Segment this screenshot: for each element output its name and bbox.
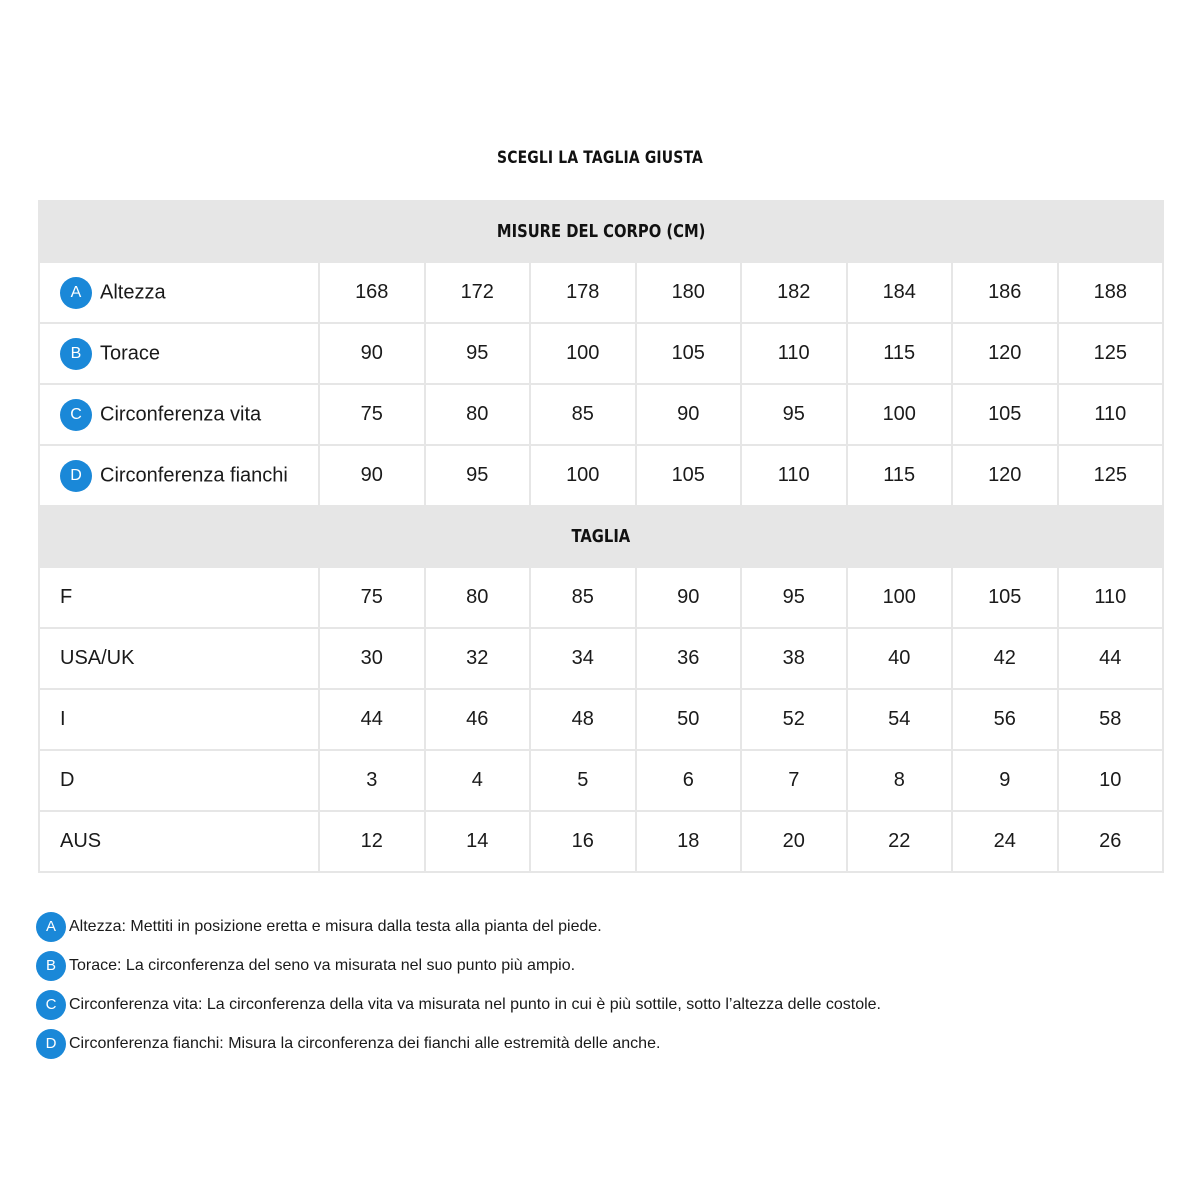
table-cell: 36 bbox=[636, 628, 742, 689]
note-text: Altezza: Mettiti in posizione eretta e misura dalla testa alla pianta del piede. bbox=[69, 917, 602, 935]
table-cell: 38 bbox=[741, 628, 847, 689]
table-cell: 105 bbox=[952, 384, 1058, 445]
table-row bbox=[39, 811, 1163, 872]
size-chart-table bbox=[38, 200, 1164, 873]
section-header-label: TAGLIA bbox=[571, 526, 631, 547]
table-row bbox=[39, 384, 1163, 445]
note-badge: D bbox=[36, 1029, 66, 1059]
measurement-badge: B bbox=[60, 338, 92, 370]
note-text: Circonferenza fianchi: Misura la circonferenza dei fianchi alle estremità delle anche. bbox=[69, 1034, 661, 1052]
table-cell: 100 bbox=[530, 445, 636, 506]
table-cell: 105 bbox=[952, 567, 1058, 628]
table-cell: 90 bbox=[319, 445, 425, 506]
table-cell: 188 bbox=[1058, 262, 1164, 323]
table-cell: 56 bbox=[952, 689, 1058, 750]
page-title: SCEGLI LA TAGLIA GIUSTA bbox=[496, 148, 704, 168]
table-cell: 95 bbox=[741, 384, 847, 445]
row-label: D bbox=[60, 769, 75, 792]
table-cell: 80 bbox=[425, 384, 531, 445]
row-label-cell bbox=[39, 323, 319, 384]
table-row bbox=[39, 628, 1163, 689]
measurement-badge: A bbox=[60, 277, 92, 309]
table-cell: 120 bbox=[952, 445, 1058, 506]
row-label-cell bbox=[39, 262, 319, 323]
table-cell: 100 bbox=[847, 384, 953, 445]
table-row bbox=[39, 262, 1163, 323]
table-cell: 80 bbox=[425, 567, 531, 628]
table-cell: 90 bbox=[636, 567, 742, 628]
note-badge: C bbox=[36, 990, 66, 1020]
table-cell: 48 bbox=[530, 689, 636, 750]
note-badge: B bbox=[36, 951, 66, 981]
table-cell: 90 bbox=[319, 323, 425, 384]
table-cell: 105 bbox=[636, 323, 742, 384]
table-cell: 46 bbox=[425, 689, 531, 750]
table-cell: 10 bbox=[1058, 750, 1164, 811]
table-row bbox=[39, 689, 1163, 750]
note-badge: A bbox=[36, 912, 66, 942]
row-label-cell bbox=[39, 567, 319, 628]
row-label: AUS bbox=[60, 830, 102, 853]
table-cell: 85 bbox=[530, 384, 636, 445]
table-cell: 26 bbox=[1058, 811, 1164, 872]
table-cell: 40 bbox=[847, 628, 953, 689]
table-cell: 75 bbox=[319, 567, 425, 628]
table-cell: 180 bbox=[636, 262, 742, 323]
table-cell: 24 bbox=[952, 811, 1058, 872]
note-item bbox=[36, 1024, 1166, 1063]
table-cell: 18 bbox=[636, 811, 742, 872]
measurement-notes bbox=[36, 907, 1166, 1063]
table-cell: 110 bbox=[1058, 384, 1164, 445]
row-label-cell bbox=[39, 811, 319, 872]
table-cell: 110 bbox=[1058, 567, 1164, 628]
table-cell: 184 bbox=[847, 262, 953, 323]
table-cell: 14 bbox=[425, 811, 531, 872]
table-cell: 16 bbox=[530, 811, 636, 872]
table-cell: 168 bbox=[319, 262, 425, 323]
table-cell: 115 bbox=[847, 445, 953, 506]
table-row bbox=[39, 323, 1163, 384]
measurement-badge: D bbox=[60, 460, 92, 492]
table-cell: 22 bbox=[847, 811, 953, 872]
section-header-label: MISURE DEL CORPO (CM) bbox=[496, 221, 706, 242]
table-cell: 30 bbox=[319, 628, 425, 689]
row-label-cell bbox=[39, 384, 319, 445]
note-text: Circonferenza vita: La circonferenza della vita va misurata nel punto in cui è più sottile, sotto l’altezza delle costole. bbox=[69, 995, 881, 1013]
table-cell: 95 bbox=[425, 445, 531, 506]
row-label: USA/UK bbox=[60, 647, 135, 670]
row-label: I bbox=[60, 708, 66, 731]
table-cell: 52 bbox=[741, 689, 847, 750]
row-label: Torace bbox=[100, 342, 161, 364]
table-cell: 42 bbox=[952, 628, 1058, 689]
section-header-size bbox=[39, 506, 1163, 567]
table-cell: 8 bbox=[847, 750, 953, 811]
table-cell: 125 bbox=[1058, 323, 1164, 384]
row-label: Circonferenza vita bbox=[100, 403, 262, 425]
note-item bbox=[36, 946, 1166, 985]
measurement-badge: C bbox=[60, 399, 92, 431]
table-cell: 178 bbox=[530, 262, 636, 323]
table-cell: 95 bbox=[741, 567, 847, 628]
table-cell: 90 bbox=[636, 384, 742, 445]
table-cell: 4 bbox=[425, 750, 531, 811]
table-cell: 5 bbox=[530, 750, 636, 811]
table-cell: 115 bbox=[847, 323, 953, 384]
row-label: F bbox=[60, 586, 73, 609]
table-cell: 172 bbox=[425, 262, 531, 323]
table-cell: 34 bbox=[530, 628, 636, 689]
table-cell: 110 bbox=[741, 323, 847, 384]
table-cell: 105 bbox=[636, 445, 742, 506]
row-label: Altezza bbox=[100, 281, 166, 303]
table-cell: 186 bbox=[952, 262, 1058, 323]
table-cell: 9 bbox=[952, 750, 1058, 811]
table-cell: 7 bbox=[741, 750, 847, 811]
row-label-cell bbox=[39, 628, 319, 689]
table-cell: 110 bbox=[741, 445, 847, 506]
table-cell: 182 bbox=[741, 262, 847, 323]
row-label: Circonferenza fianchi bbox=[100, 464, 288, 486]
table-cell: 32 bbox=[425, 628, 531, 689]
table-cell: 58 bbox=[1058, 689, 1164, 750]
note-text: Torace: La circonferenza del seno va misurata nel suo punto più ampio. bbox=[69, 956, 576, 974]
table-cell: 100 bbox=[530, 323, 636, 384]
table-cell: 3 bbox=[319, 750, 425, 811]
table-cell: 100 bbox=[847, 567, 953, 628]
table-cell: 125 bbox=[1058, 445, 1164, 506]
table-cell: 12 bbox=[319, 811, 425, 872]
row-label-cell bbox=[39, 445, 319, 506]
table-cell: 95 bbox=[425, 323, 531, 384]
table-cell: 6 bbox=[636, 750, 742, 811]
row-label-cell bbox=[39, 689, 319, 750]
table-cell: 50 bbox=[636, 689, 742, 750]
table-cell: 44 bbox=[1058, 628, 1164, 689]
table-cell: 75 bbox=[319, 384, 425, 445]
note-item bbox=[36, 985, 1166, 1024]
table-cell: 44 bbox=[319, 689, 425, 750]
table-row bbox=[39, 750, 1163, 811]
note-item bbox=[36, 907, 1166, 946]
table-row bbox=[39, 445, 1163, 506]
table-cell: 120 bbox=[952, 323, 1058, 384]
row-label-cell bbox=[39, 750, 319, 811]
table-cell: 85 bbox=[530, 567, 636, 628]
section-header-body-measurements bbox=[39, 201, 1163, 262]
table-row bbox=[39, 567, 1163, 628]
table-cell: 54 bbox=[847, 689, 953, 750]
table-cell: 20 bbox=[741, 811, 847, 872]
